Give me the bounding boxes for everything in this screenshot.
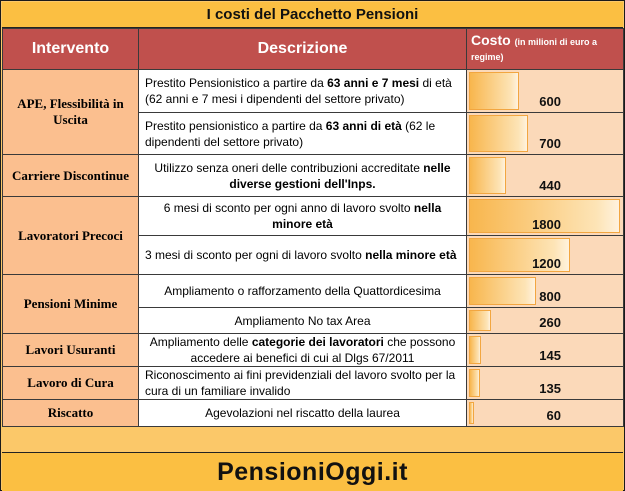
cost-value: 60 — [546, 408, 561, 423]
descrizione-cell — [139, 400, 467, 427]
descrizione-text: Agevolazioni nel riscatto della laurea — [205, 406, 400, 420]
header-costo — [467, 29, 624, 70]
cost-value: 440 — [539, 178, 561, 193]
descrizione-text: di età (62 anni e 7 mesi i dipendenti del settore privato) — [145, 76, 452, 106]
cost-value: 1800 — [532, 217, 561, 232]
table-row — [3, 367, 624, 400]
descrizione-text: (62 le dipendenti del settore privato) — [145, 118, 436, 149]
header-intervento: Intervento — [3, 29, 139, 70]
descrizione-bold-text: 63 anni di età — [325, 118, 402, 133]
cost-value: 260 — [539, 315, 561, 330]
descrizione-cell — [139, 113, 467, 155]
costo-cell — [467, 70, 624, 113]
table-row — [3, 197, 624, 236]
header-costo-label: Costo — [471, 32, 511, 48]
cost-bar — [469, 115, 528, 152]
descrizione-cell — [139, 334, 467, 367]
intervento-cell: Riscatto — [3, 400, 139, 427]
descrizione-bold-text: 63 anni e 7 mesi — [327, 76, 420, 90]
cost-bar — [469, 310, 491, 331]
intervento-cell: APE, Flessibilità in Uscita — [3, 70, 139, 155]
costo-cell — [467, 334, 624, 367]
cost-value: 600 — [539, 94, 561, 109]
cost-bar — [469, 369, 480, 397]
intervento-cell: Lavoratori Precoci — [3, 197, 139, 275]
descrizione-text: 6 mesi di sconto per ogni anno di lavoro svolto — [163, 201, 414, 215]
descrizione-cell — [139, 197, 467, 236]
descrizione-text: Utilizzo senza oneri delle contribuzioni accreditate — [154, 160, 424, 175]
cost-value: 1200 — [532, 256, 561, 271]
intervento-cell: Lavori Usuranti — [3, 334, 139, 367]
page-title: I costi del Pacchetto Pensioni — [2, 2, 623, 28]
descrizione-text: Ampliamento o rafforzamento della Quattordicesima — [164, 284, 441, 298]
cost-bar — [469, 277, 536, 305]
table-row — [3, 70, 624, 113]
descrizione-cell — [139, 70, 467, 113]
descrizione-text: Prestito pensionistico a partire da — [145, 118, 326, 133]
descrizione-text: Ampliamento delle — [149, 335, 252, 349]
header-costo-unit: (in milioni di euro a regime) — [471, 37, 598, 62]
costo-cell — [467, 400, 624, 427]
descrizione-bold-text: nella minore età — [272, 201, 442, 231]
descrizione-text: 3 mesi di sconto per ogni di lavoro svolto — [145, 248, 366, 262]
table-row — [3, 400, 624, 427]
costo-cell — [467, 113, 624, 155]
descrizione-text: che possono accedere ai benefici di cui al Dlgs 67/2011 — [190, 335, 456, 365]
costo-cell — [467, 308, 624, 334]
cost-value: 700 — [539, 136, 561, 151]
header-descrizione: Descrizione — [139, 29, 467, 70]
descrizione-bold-text: nella minore età — [365, 248, 457, 262]
cost-value: 145 — [539, 348, 561, 363]
cost-bar — [469, 157, 506, 194]
descrizione-cell — [139, 155, 467, 197]
costo-cell — [467, 367, 624, 400]
descrizione-text: Riconoscimento ai fini previdenziali del lavoro svolto per la cura di un familiare invalido — [145, 368, 456, 398]
cost-bar — [469, 336, 481, 364]
costo-cell — [467, 197, 624, 236]
intervento-cell: Pensioni Minime — [3, 275, 139, 334]
descrizione-cell — [139, 236, 467, 275]
costs-table — [2, 28, 624, 427]
footer-brand: PensioniOggi.it — [2, 452, 623, 491]
table-row — [3, 334, 624, 367]
table-body — [3, 70, 624, 427]
intervento-cell: Carriere Discontinue — [3, 155, 139, 197]
descrizione-cell — [139, 367, 467, 400]
table-row — [3, 275, 624, 308]
cost-bar — [469, 402, 474, 424]
cost-bar — [469, 72, 519, 110]
table-row — [3, 155, 624, 197]
costo-cell — [467, 275, 624, 308]
descrizione-bold-text: nelle diverse gestioni dell'Inps. — [229, 160, 451, 191]
cost-value: 135 — [539, 381, 561, 396]
costo-cell — [467, 236, 624, 275]
costo-cell — [467, 155, 624, 197]
descrizione-cell — [139, 308, 467, 334]
descrizione-text: Prestito Pensionistico a partire da — [145, 76, 328, 90]
descrizione-text: Ampliamento No tax Area — [234, 313, 371, 328]
cost-value: 800 — [539, 289, 561, 304]
table-header-row — [3, 29, 624, 70]
intervento-cell: Lavoro di Cura — [3, 367, 139, 400]
descrizione-cell — [139, 275, 467, 308]
descrizione-bold-text: categorie dei lavoratori — [251, 335, 384, 349]
